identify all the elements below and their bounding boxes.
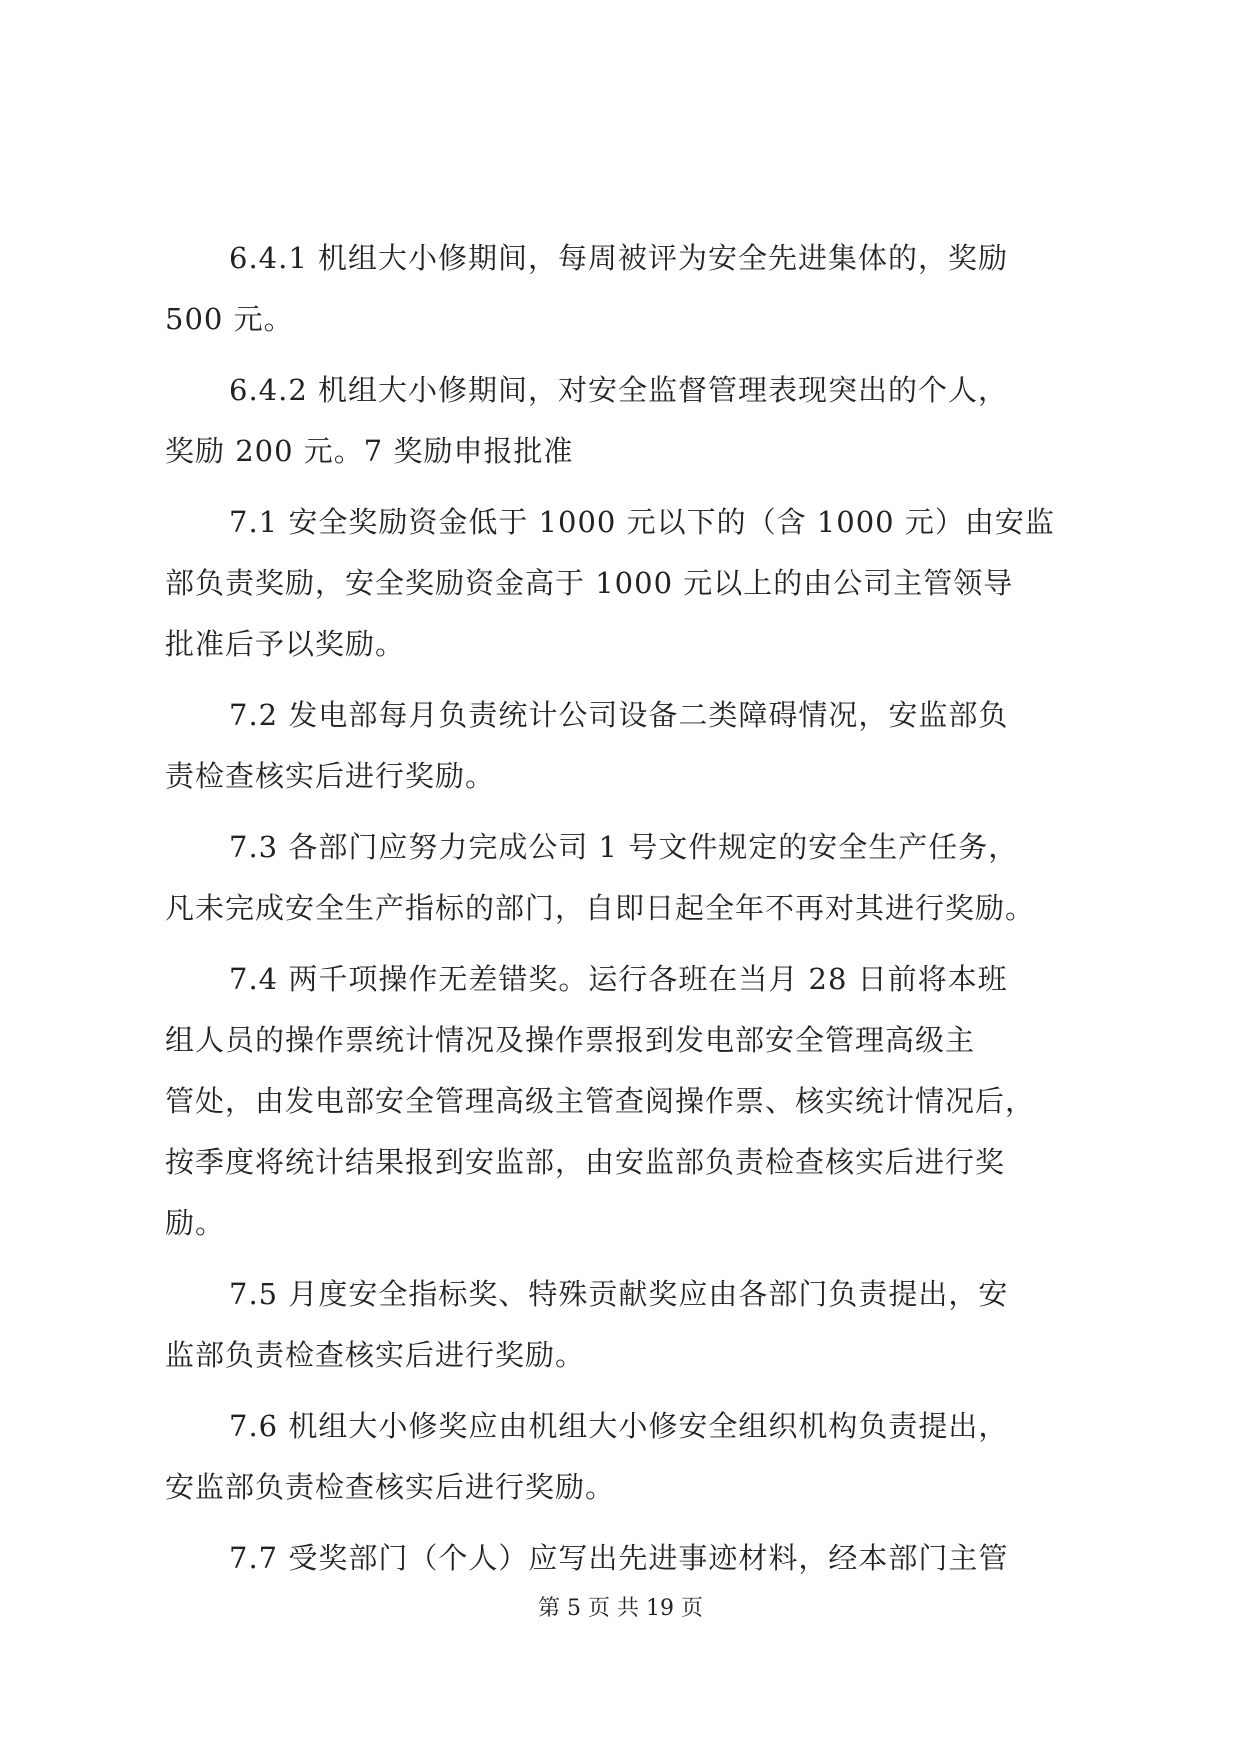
text-line: 按季度将统计结果报到安监部，由安监部负责检查核实后进行奖: [165, 1145, 1006, 1179]
text-line-7-5: 7.5 月度安全指标奖、特殊贡献奖应由各部门负责提出，安: [229, 1277, 1009, 1311]
text-line-7-4: 7.4 两千项操作无差错奖。运行各班在当月 28 日前将本班: [229, 962, 1008, 996]
text-line-7-1: 7.1 安全奖励资金低于 1000 元以下的（含 1000 元）由安监: [229, 505, 1055, 539]
document-body: [165, 228, 1077, 1589]
text-line: 组人员的操作票统计情况及操作票报到发电部安全管理高级主: [165, 1023, 976, 1057]
text-line-6-4-1: 6.4.1 机组大小修期间，每周被评为安全先进集体的，奖励: [229, 241, 1009, 275]
text-line: 凡未完成安全生产指标的部门，自即日起全年不再对其进行奖励。: [165, 891, 1036, 925]
text-line-7-6: 7.6 机组大小修奖应由机组大小修安全组织机构负责提出，: [229, 1409, 1009, 1443]
text-line: 管处，由发电部安全管理高级主管查阅操作票、核实统计情况后，: [165, 1084, 1036, 1118]
text-line: 部负责奖励，安全奖励资金高于 1000 元以上的由公司主管领导: [165, 566, 1014, 600]
text-line: 责检查核实后进行奖励。: [165, 759, 496, 793]
text-line-7-3: 7.3 各部门应努力完成公司 1 号文件规定的安全生产任务，: [229, 830, 1019, 864]
page-number-footer: 第 5 页 共 19 页: [538, 1596, 703, 1621]
text-line: 批准后予以奖励。: [165, 627, 406, 661]
text-line: 500 元。: [165, 302, 294, 336]
text-line: 安监部负责检查核实后进行奖励。: [165, 1470, 616, 1504]
text-line-7-7: 7.7 受奖部门（个人）应写出先进事迹材料，经本部门主管: [229, 1541, 1009, 1575]
text-line-6-4-2: 6.4.2 机组大小修期间，对安全监督管理表现突出的个人，: [229, 373, 1009, 407]
text-line: 奖励 200 元。7 奖励申报批准: [165, 434, 574, 468]
text-line: 监部负责检查核实后进行奖励。: [165, 1338, 586, 1372]
text-line-7-2: 7.2 发电部每月负责统计公司设备二类障碍情况，安监部负: [229, 698, 1009, 732]
text-line: 励。: [165, 1206, 226, 1240]
